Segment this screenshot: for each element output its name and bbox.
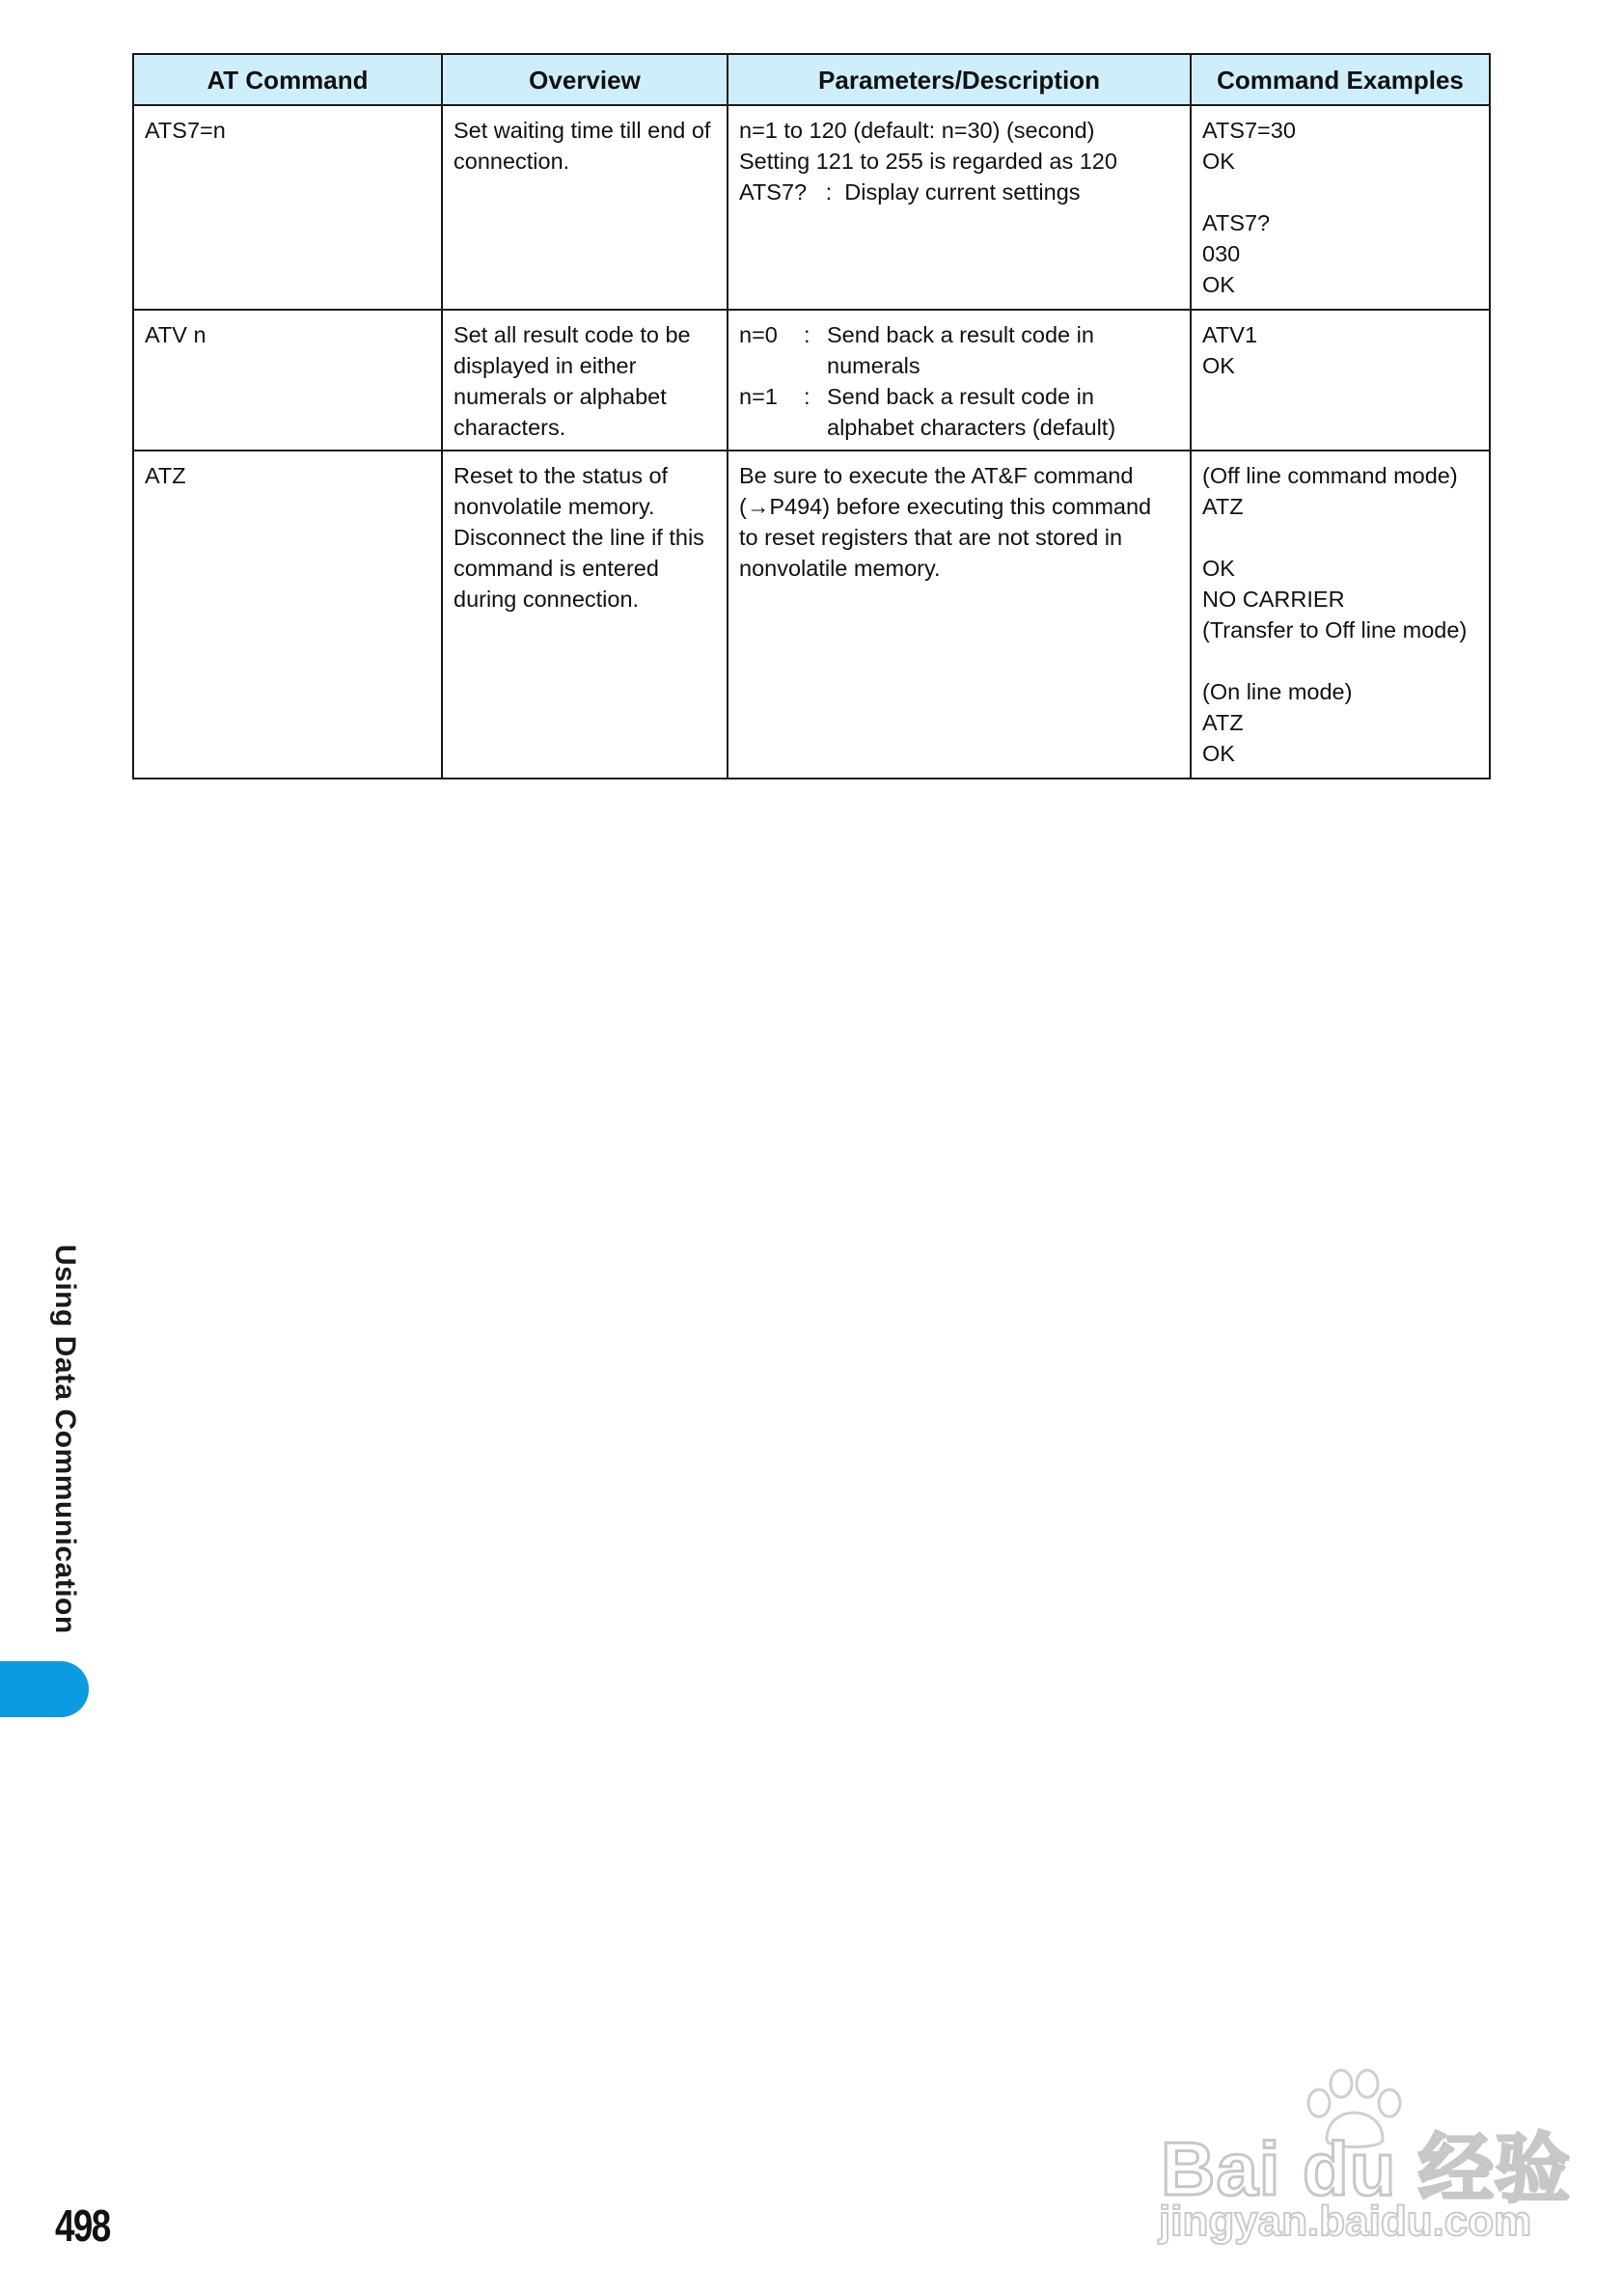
watermark-url: jingyan.baidu.com — [1159, 2198, 1532, 2245]
example-line: ATZ — [1202, 710, 1244, 735]
page-number: 498 — [55, 2200, 110, 2251]
parameter-description-line: Send back a result code in — [827, 322, 1094, 347]
example-line: ATS7? — [1202, 210, 1271, 235]
parameter-line: Be sure to execute the AT&F command — [739, 463, 1134, 488]
examples-cell — [1191, 105, 1490, 310]
parameters-cell — [728, 310, 1191, 451]
overview-line: displayed in either — [453, 353, 637, 378]
examples-cell — [1191, 310, 1490, 451]
parameter-description — [827, 381, 1115, 443]
example-line: (Off line command mode) — [1202, 463, 1458, 488]
parameter-key: n=1 — [739, 384, 778, 409]
parameter-description-line: numerals — [827, 353, 920, 378]
example-line: ATZ — [1202, 494, 1244, 519]
example-line: ATV1 — [1202, 322, 1258, 347]
overview-line: characters. — [453, 415, 566, 440]
parameter-description — [827, 319, 1094, 381]
example-line — [1202, 645, 1478, 676]
parameter-description-line: alphabet characters (default) — [827, 415, 1116, 440]
overview-line: Disconnect the line if this — [453, 525, 704, 550]
overview-line: nonvolatile memory. — [453, 494, 655, 519]
command-cell — [133, 105, 442, 310]
example-line: OK — [1202, 353, 1235, 378]
example-line: OK — [1202, 741, 1235, 766]
overview-line: connection. — [453, 149, 570, 174]
parameters-cell — [728, 105, 1191, 310]
examples-cell — [1191, 451, 1490, 779]
example-line: ATS7=30 — [1202, 118, 1296, 143]
command-name: ATZ — [145, 463, 186, 488]
parameter-line: nonvolatile memory. — [739, 556, 941, 581]
section-side-label: Using Data Communication — [49, 1244, 81, 1634]
parameter-line: n=1 to 120 (default: n=30) (second) — [739, 118, 1095, 143]
example-line: OK — [1202, 556, 1235, 581]
parameter-line: to reset registers that are not stored in — [739, 525, 1123, 550]
parameter-description-line: Send back a result code in — [827, 384, 1094, 409]
example-line: NO CARRIER — [1202, 587, 1345, 612]
table-row — [133, 451, 1490, 779]
table-row — [133, 105, 1490, 310]
parameter-line: ATS7? : Display current settings — [739, 179, 1081, 205]
parameter-line: Setting 121 to 255 is regarded as 120 — [739, 149, 1117, 174]
parameter-separator: : — [804, 384, 810, 409]
example-line: (On line mode) — [1202, 679, 1353, 704]
parameter-line: (→P494) before executing this command — [739, 494, 1152, 519]
overview-cell — [442, 310, 728, 451]
table-header-row — [133, 54, 1490, 105]
header-command-examples: Command Examples — [1191, 54, 1490, 105]
parameter-item — [739, 319, 1179, 381]
example-line — [1202, 177, 1478, 207]
at-command-table — [132, 53, 1491, 779]
command-name: ATS7=n — [145, 118, 226, 143]
header-parameters: Parameters/Description — [728, 54, 1191, 105]
example-line: OK — [1202, 149, 1235, 174]
parameters-cell — [728, 451, 1191, 779]
watermark-brand: Bai du 经验 — [1161, 2126, 1572, 2211]
overview-cell — [442, 451, 728, 779]
command-name: ATV n — [145, 322, 206, 347]
section-tab-marker — [0, 1661, 89, 1717]
overview-line: numerals or alphabet — [453, 384, 667, 409]
parameter-separator: : — [804, 322, 810, 347]
header-overview: Overview — [442, 54, 728, 105]
parameter-item — [739, 381, 1179, 443]
example-line — [1202, 522, 1478, 553]
example-line: 030 — [1202, 241, 1241, 266]
command-cell — [133, 310, 442, 451]
parameter-key: n=0 — [739, 322, 778, 347]
header-at-command: AT Command — [133, 54, 442, 105]
overview-line: Set all result code to be — [453, 322, 691, 347]
example-line: OK — [1202, 272, 1235, 297]
overview-cell — [442, 105, 728, 310]
overview-line: Reset to the status of — [453, 463, 669, 488]
baidu-watermark — [1153, 2064, 1572, 2257]
overview-line: command is entered — [453, 556, 659, 581]
overview-line: Set waiting time till end of — [453, 118, 711, 143]
overview-line: during connection. — [453, 587, 640, 612]
table-row — [133, 310, 1490, 451]
command-cell — [133, 451, 442, 779]
example-line: (Transfer to Off line mode) — [1202, 617, 1468, 642]
